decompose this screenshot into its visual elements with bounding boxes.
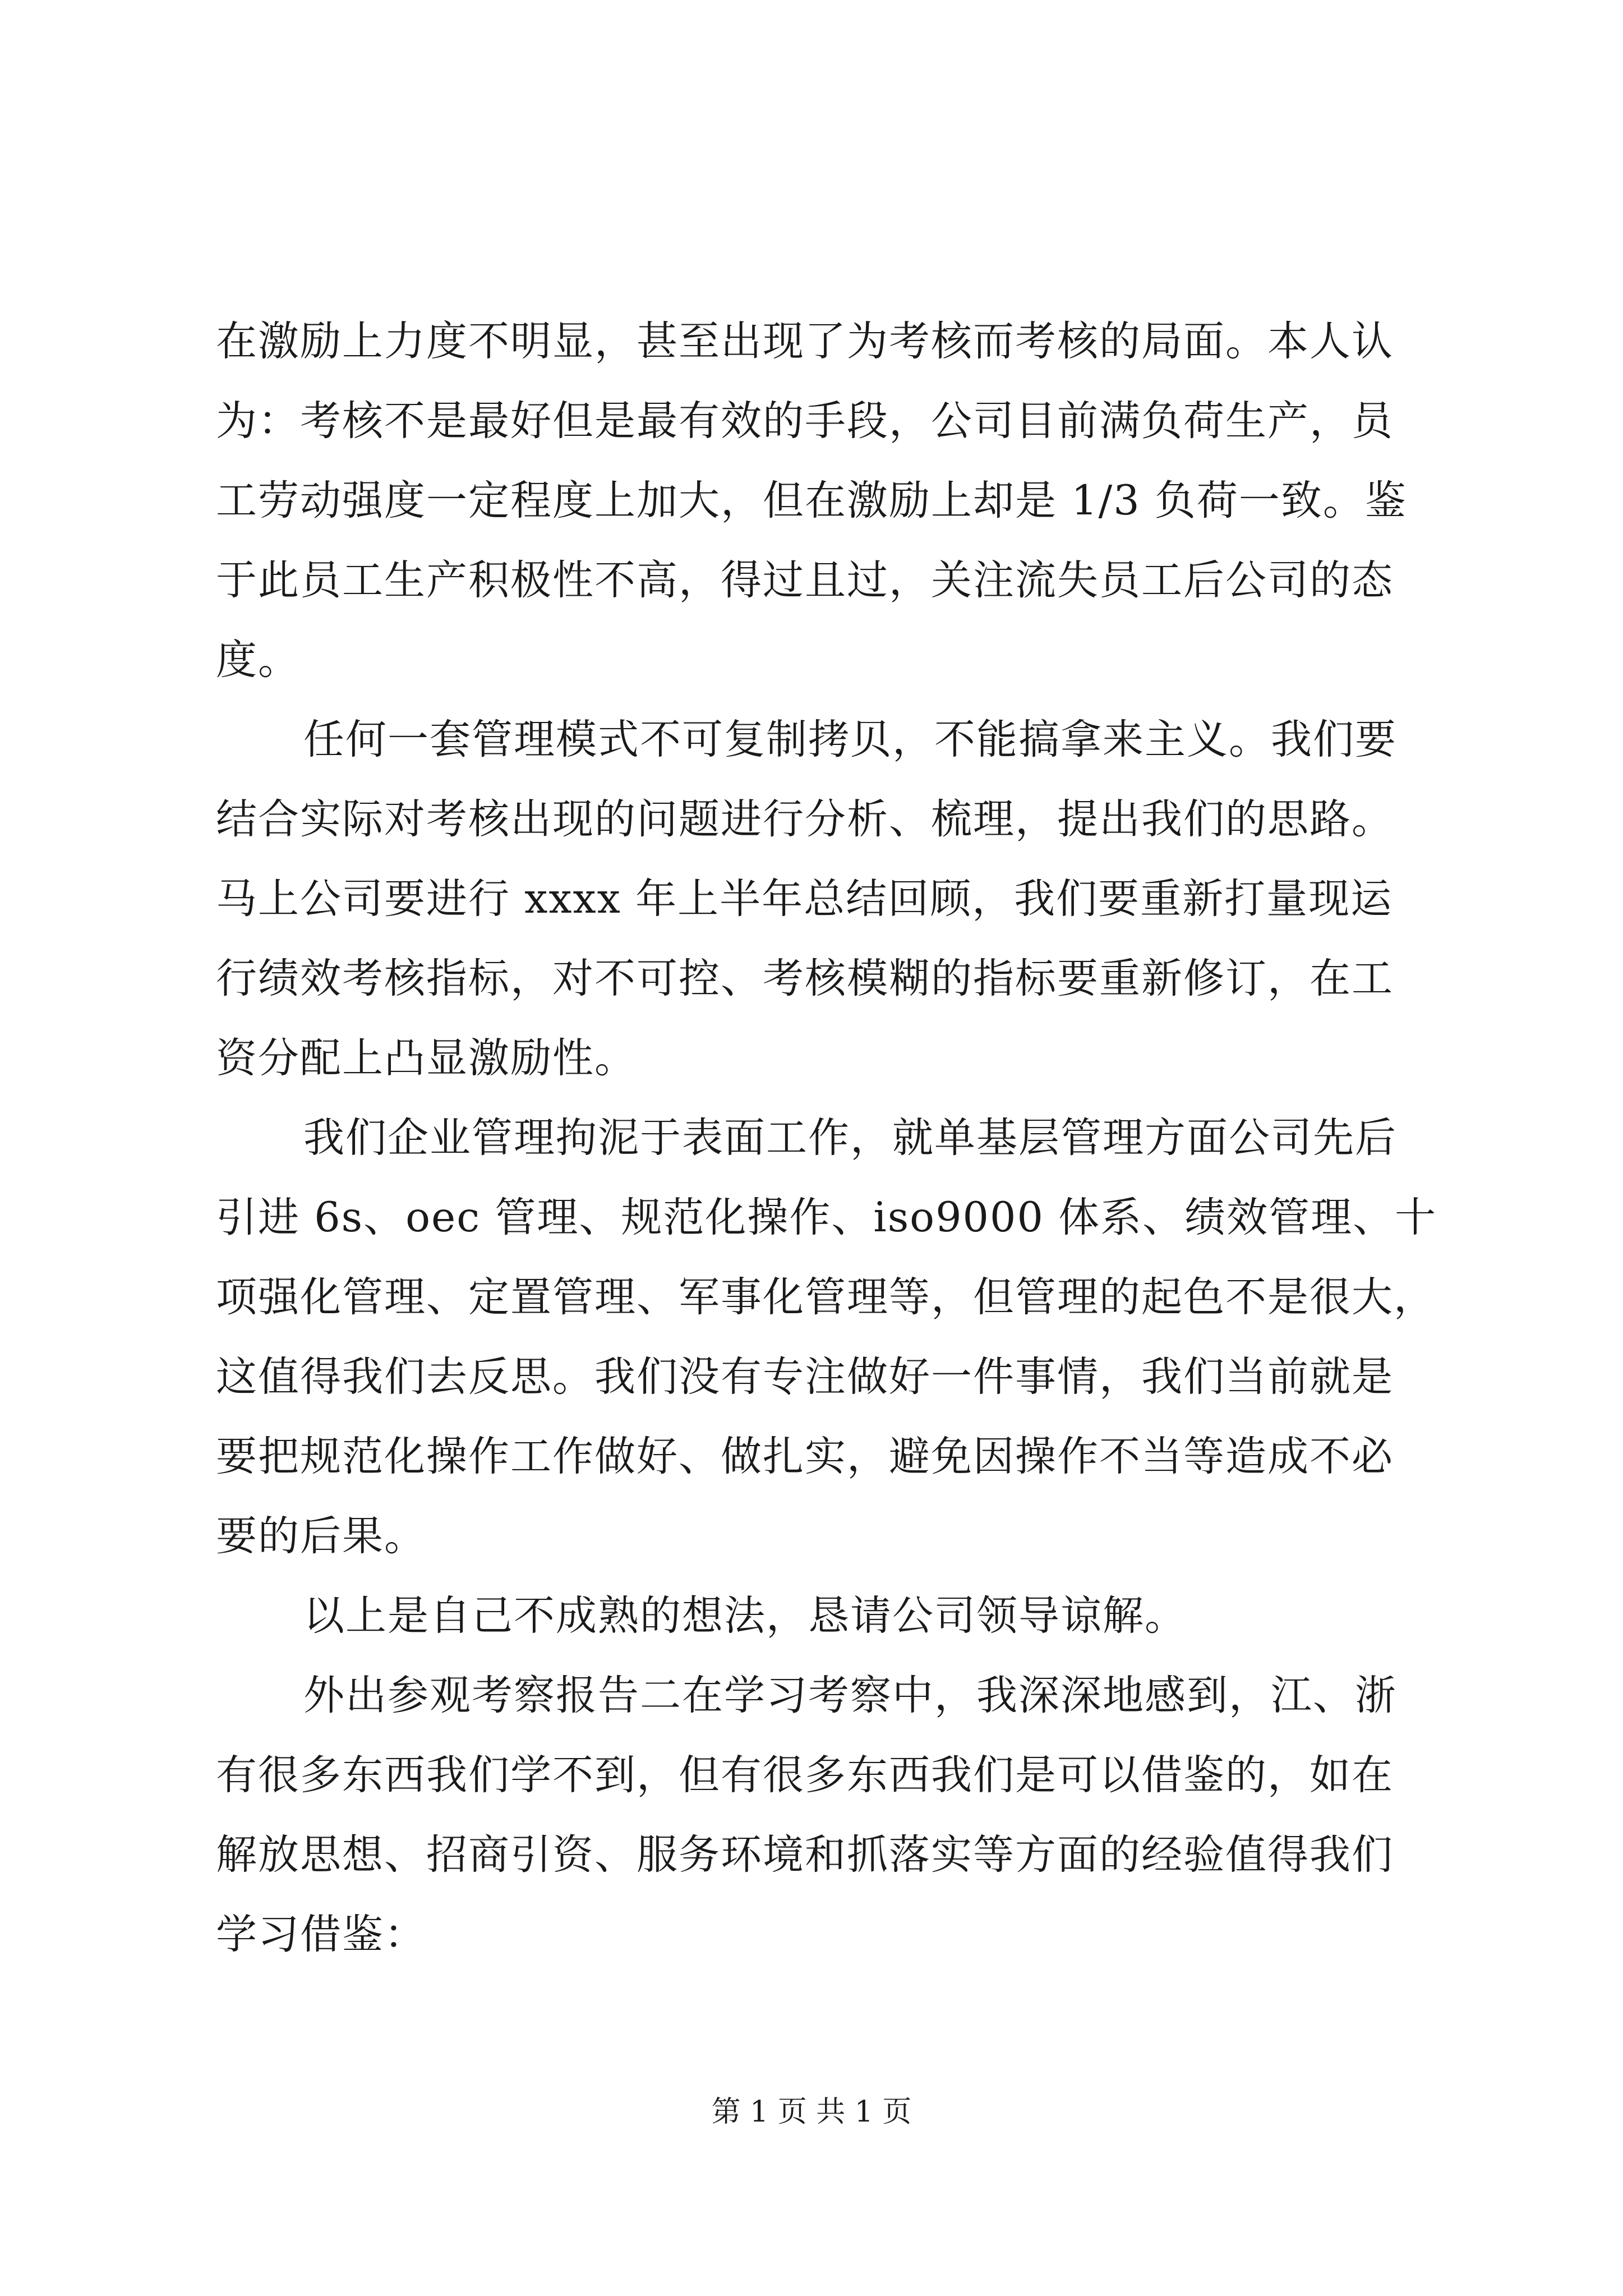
paragraph-line: 资分配上凸显激励性。 xyxy=(216,1034,637,1082)
page-footer: 第 1 页 共 1 页 xyxy=(711,2095,912,2129)
paragraph-line: 这值得我们去反思。我们没有专注做好一件事情，我们当前就是 xyxy=(216,1353,1394,1401)
paragraph-line: 我们企业管理拘泥于表面工作，就单基层管理方面公司先后 xyxy=(303,1114,1397,1162)
paragraph-line: 工劳动强度一定程度上加大，但在激励上却是 1/3 负荷一致。鉴 xyxy=(216,477,1407,524)
paragraph xyxy=(216,1656,1422,1975)
paragraph-line: 学习借鉴： xyxy=(216,1911,426,1958)
paragraph-line: 结合实际对考核出现的问题进行分析、梳理，提出我们的思路。 xyxy=(216,795,1394,843)
paragraph-line: 解放思想、招商引资、服务环境和抓落实等方面的经验值得我们 xyxy=(216,1831,1394,1879)
paragraph-line: 以上是自己不成熟的想法，恳请公司领导谅解。 xyxy=(303,1592,1187,1640)
paragraph-line: 在激励上力度不明显，甚至出现了为考核而考核的局面。本人认 xyxy=(216,318,1394,365)
paragraph-line: 度。 xyxy=(216,636,300,684)
paragraph-line: 行绩效考核指标，对不可控、考核模糊的指标要重新修订，在工 xyxy=(216,955,1394,1002)
paragraph-line: 项强化管理、定置管理、军事化管理等，但管理的起色不是很大， xyxy=(216,1273,1436,1321)
paragraph-line: 外出参观考察报告二在学习考察中，我深深地感到，江、浙 xyxy=(303,1672,1397,1719)
paragraph xyxy=(216,700,1422,1098)
paragraph-line: 要把规范化操作工作做好、做扎实，避免因操作不当等造成不必 xyxy=(216,1433,1394,1480)
paragraph-line: 有很多东西我们学不到，但有很多东西我们是可以借鉴的，如在 xyxy=(216,1751,1394,1799)
paragraph-line: 马上公司要进行 xxxx 年上半年总结回顾，我们要重新打量现运 xyxy=(216,875,1393,923)
paragraph-line: 于此员工生产积极性不高，得过且过，关注流失员工后公司的态 xyxy=(216,556,1394,604)
paragraph xyxy=(216,1098,1437,1576)
paragraph-line: 引进 6s、oec 管理、规范化操作、iso9000 体系、绩效管理、十 xyxy=(216,1194,1437,1241)
paragraph-line: 任何一套管理模式不可复制拷贝，不能搞拿来主义。我们要 xyxy=(303,716,1397,763)
paragraph-line: 为：考核不是最好但是最有效的手段，公司目前满负荷生产，员 xyxy=(216,397,1394,445)
paragraph-line: 要的后果。 xyxy=(216,1512,426,1560)
paragraph xyxy=(216,1576,1422,1656)
document-body xyxy=(216,302,1437,1975)
paragraph xyxy=(216,302,1422,700)
